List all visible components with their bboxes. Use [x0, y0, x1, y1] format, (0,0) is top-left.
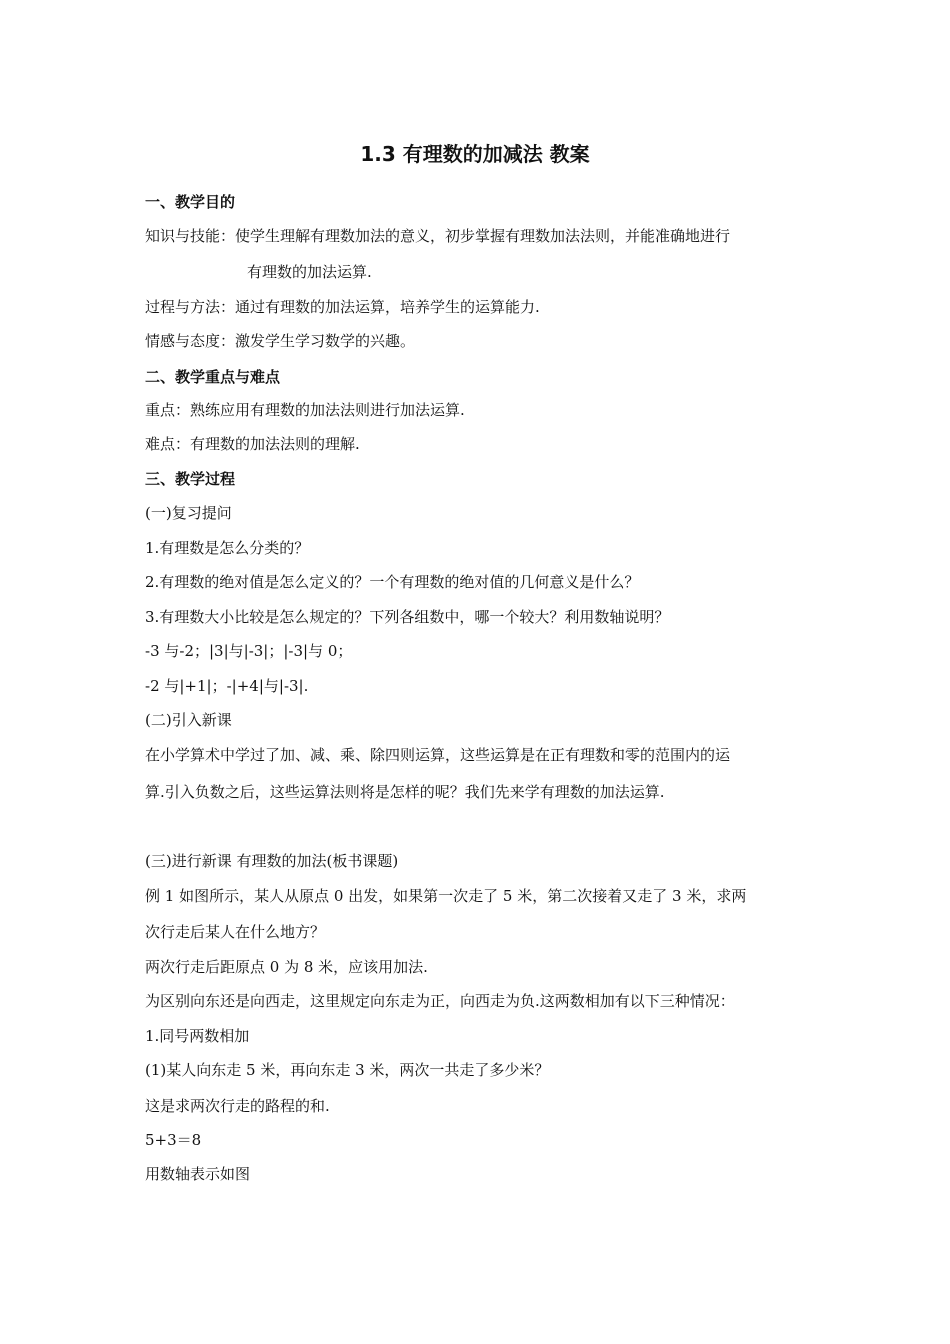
emotion-attitude-text: 情感与态度：激发学生学习数学的兴趣。	[145, 332, 416, 350]
intro-heading: (二)引入新课	[145, 711, 232, 729]
difficulty-text: 难点：有理数的加法法则的理解.	[145, 435, 360, 453]
comparison-line-2: -2 与|+1|；-|+4|与|-3|.	[145, 677, 309, 695]
review-question-1: 1.有理数是怎么分类的？	[145, 539, 310, 557]
key-point-text: 重点：熟练应用有理数的加法法则进行加法运算.	[145, 401, 465, 419]
intro-paragraph-line1: 在小学算术中学过了加、减、乘、除四则运算，这些运算是在正有理数和零的范围内的运	[145, 746, 731, 764]
case1-axis-caption: 用数轴表示如图	[145, 1165, 251, 1183]
section-heading-process: 三、教学过程	[145, 470, 236, 488]
new-lesson-heading: (三)进行新课 有理数的加法(板书课题)	[145, 852, 399, 870]
page-title: 1.3 有理数的加减法 教案	[360, 142, 590, 166]
case1-question: (1)某人向东走 5 米，再向东走 3 米，两次一共走了多少米？	[145, 1061, 550, 1079]
example1-line2: 次行走后某人在什么地方？	[145, 923, 326, 941]
review-question-2: 2.有理数的绝对值是怎么定义的？一个有理数的绝对值的几何意义是什么？	[145, 573, 640, 591]
intro-paragraph-line2: 算.引入负数之后，这些运算法则将是怎样的呢？我们先来学有理数的加法运算.	[145, 783, 665, 801]
section-heading-objectives: 一、教学目的	[145, 193, 236, 211]
knowledge-label: 知识与技能：	[145, 227, 236, 245]
case1-equation: 5+3＝8	[145, 1131, 202, 1149]
case1-note: 这是求两次行走的路程的和.	[145, 1097, 330, 1115]
knowledge-text-line1: 使学生理解有理数加法的意义，初步掌握有理数加法法则，并能准确地进行	[235, 227, 731, 245]
knowledge-skills-label	[145, 226, 730, 246]
process-method-text: 过程与方法：通过有理数的加法运算，培养学生的运算能力.	[145, 298, 540, 316]
review-heading: (一)复习提问	[145, 504, 232, 522]
knowledge-text-line2: 有理数的加法运算.	[247, 263, 372, 281]
case1-heading: 1.同号两数相加	[145, 1027, 250, 1045]
example1-line1: 例 1 如图所示，某人从原点 0 出发，如果第一次走了 5 米，第二次接着又走了 3 米，求两	[145, 887, 747, 905]
comparison-line-1: -3 与-2；|3|与|-3|；|-3|与 0；	[145, 642, 353, 660]
example1-answer: 两次行走后距原点 0 为 8 米，应该用加法.	[145, 958, 428, 976]
review-question-3: 3.有理数大小比较是怎么规定的？下列各组数中，哪一个较大？利用数轴说明？	[145, 608, 670, 626]
cases-intro: 为区别向东还是向西走，这里规定向东走为正，向西走为负.这两数相加有以下三种情况：	[145, 992, 735, 1010]
section-heading-key-points: 二、教学重点与难点	[145, 368, 281, 386]
